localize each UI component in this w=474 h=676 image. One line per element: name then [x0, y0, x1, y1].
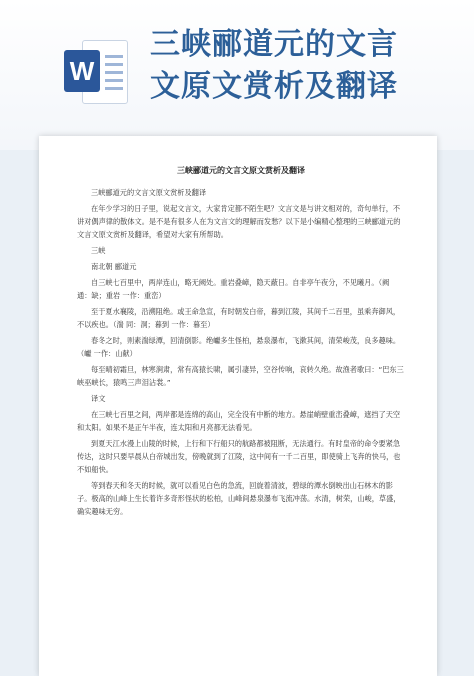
paragraph: 到夏天江水漫上山陵的时候，上行和下行船只的航路都被阻断，无法通行。有时皇帝的命令要紧急传达，这时只要早晨从白帝城出发，傍晚就到了江陵，这中间有一千二百里，即使骑上飞奔的快马，也不如船快。 — [77, 439, 401, 474]
document-body — [77, 164, 405, 521]
document-page — [39, 136, 437, 676]
word-badge: W — [64, 50, 100, 92]
paragraph: 三峡 — [91, 246, 106, 255]
paragraph: 至于夏水襄陵，沿溯阻绝。或王命急宣，有时朝发白帝，暮到江陵，其间千二百里，虽乘奔御风，不以疾也。（湍 同：洞；暮到 一作：暮至） — [77, 307, 401, 329]
paragraph: 自三峡七百里中，两岸连山，略无阙处。重岩叠嶂，隐天蔽日。自非亭午夜分，不见曦月。（阙 通：缺；重岩 一作：重峦） — [77, 278, 390, 300]
word-document-icon — [64, 34, 126, 108]
paragraph: 每至晴初霜旦，林寒涧肃，常有高猿长啸，属引凄异，空谷传响，哀转久绝。故渔者歌曰：“巴东三峡巫峡长，猿鸣三声泪沾裳。” — [77, 365, 404, 387]
banner-title — [150, 24, 460, 108]
paragraph: 南北朝 郦道元 — [91, 262, 137, 271]
banner-title-line2: 文原文赏析及翻译 — [150, 69, 398, 104]
paragraph: 三峡郦道元的文言文原文赏析及翻译 — [91, 188, 207, 197]
paragraph: 春冬之时，则素湍绿潭，回清倒影。绝巘多生怪柏，悬泉瀑布，飞漱其间，清荣峻茂，良多趣味。（巘 一作：山献） — [77, 336, 401, 358]
document-title: 三峡郦道元的文言文原文赏析及翻译 — [177, 166, 305, 175]
paragraph-list — [77, 186, 405, 518]
paragraph: 在年少学习的日子里，说起文言文，大家肯定都不陌生吧？文言文是与讲文相对的，奇句单行，不讲对偶声律的散体文。是不是有很多人在为文言文的理解而发愁？以下是小编精心整理的三峡郦道元的文言文原文赏析及翻译，希望对大家有所帮助。 — [77, 204, 401, 239]
paragraph: 等到春天和冬天的时候，就可以看见白色的急流，回旋着清波，碧绿的潭水倒映出山石林木的影子。极高的山峰上生长着许多奇形怪状的松柏，山峰间悬泉瀑布飞流冲荡。水清，树荣，山峻，草盛，确实趣味无穷。 — [77, 481, 401, 516]
paragraph: 译文 — [91, 394, 106, 403]
paragraph: 在三峡七百里之间，两岸都是连绵的高山，完全没有中断的地方。悬崖峭壁重峦叠嶂，遮挡了天空和太阳。如果不是正午半夜，连太阳和月亮都无法看见。 — [77, 410, 401, 432]
banner-title-line1: 三峡郦道元的文言 — [150, 27, 398, 62]
header-banner — [0, 0, 474, 150]
